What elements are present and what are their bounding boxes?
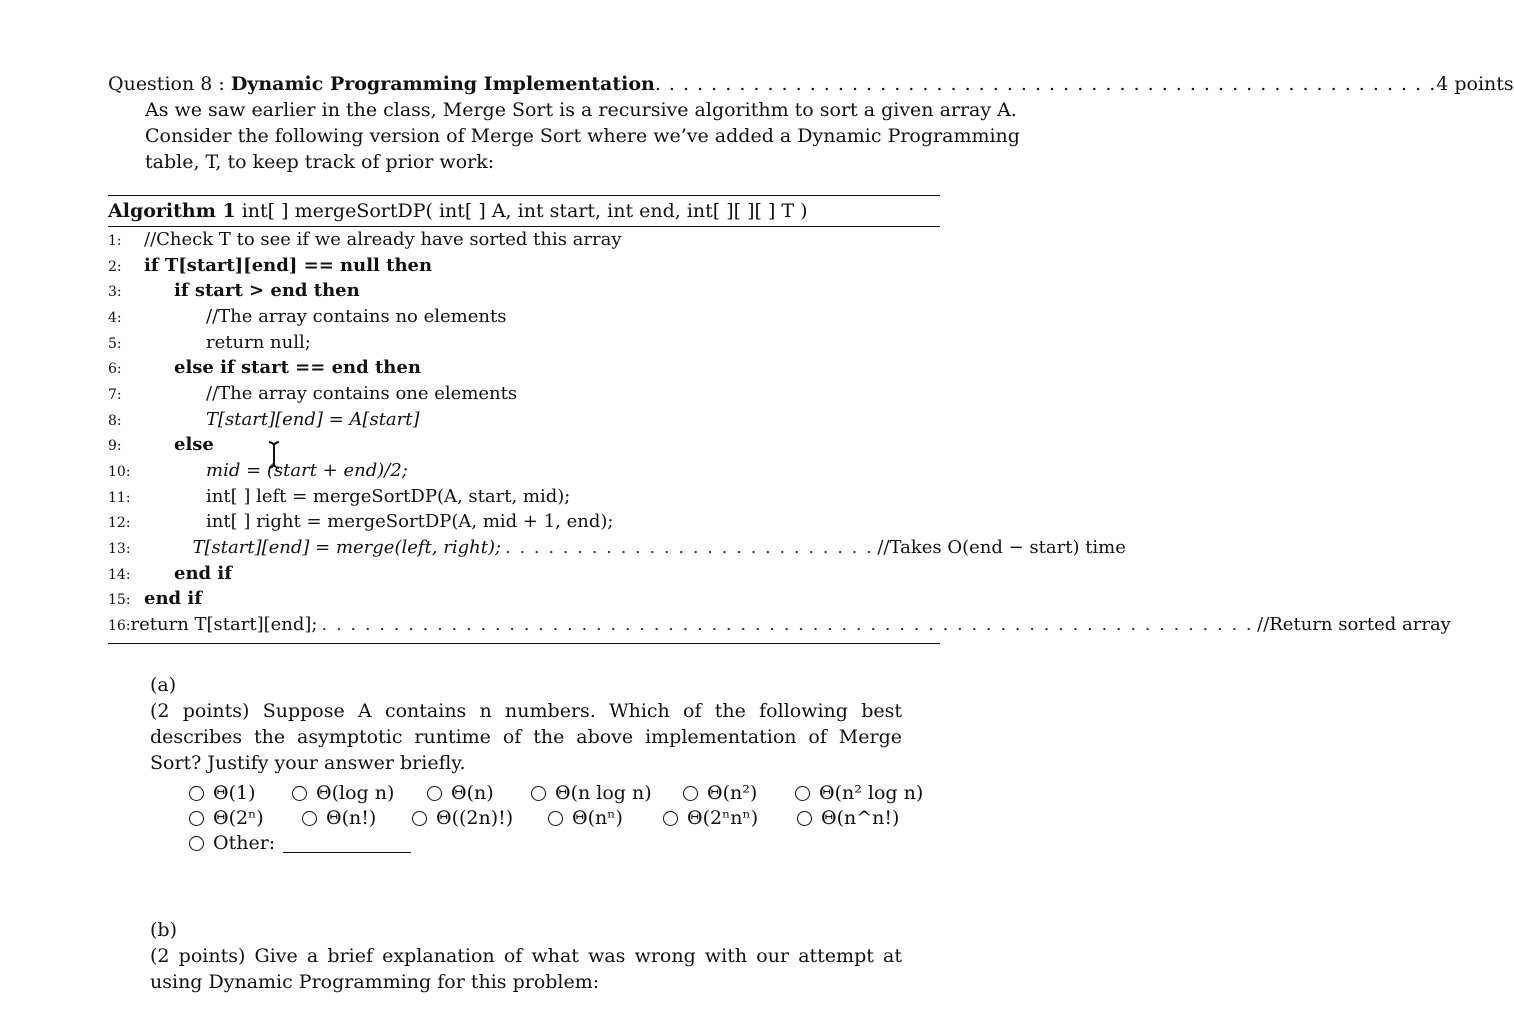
- code-line: 13: T[start][end] = merge(left, right); . . . . . . . . . . . . . . . . . . . . . . . . . . //Takes O(end − start) time: [108, 535, 940, 561]
- code-line: [108, 253, 940, 279]
- radio-icon[interactable]: [302, 811, 317, 826]
- algorithm-signature: int[ ] mergeSortDP( int[ ] A, int start, int end, int[ ][ ][ ] T ): [241, 200, 808, 222]
- part-b-text: (2 points) Give a brief explanation of what was wrong with our attempt at using Dynamic Programming for this problem:: [150, 945, 902, 993]
- option[interactable]: Θ(log n): [292, 781, 427, 806]
- radio-icon[interactable]: [189, 786, 204, 801]
- code-text: mid = (start + end)/2;: [206, 460, 408, 481]
- option[interactable]: Θ(n log n): [531, 781, 683, 806]
- option[interactable]: Θ(n² log n): [795, 781, 923, 806]
- code-line: [108, 458, 940, 484]
- code-line: [108, 330, 940, 356]
- radio-icon[interactable]: [412, 811, 427, 826]
- code-line: [108, 304, 940, 330]
- option[interactable]: Θ(nⁿ): [548, 806, 663, 831]
- intro-line: Consider the following version of Merge Sort where we’ve added a Dynamic Programming: [145, 125, 1020, 147]
- code-comment: //Takes O(end − start) time: [877, 537, 1126, 558]
- other-answer-blank[interactable]: [283, 834, 411, 853]
- question-title: Dynamic Programming Implementation: [230, 73, 655, 95]
- intro-line: table, T, to keep track of prior work:: [145, 151, 495, 173]
- line-number: 2:: [108, 259, 122, 275]
- code-line: [108, 509, 940, 535]
- line-number: 5:: [108, 336, 122, 352]
- code-text: return T[start][end];: [130, 614, 318, 635]
- code-text: if T[start][end] == null then: [144, 255, 433, 276]
- code-line: [108, 355, 940, 381]
- line-number: 4:: [108, 310, 122, 326]
- question-label: Question 8 :: [108, 73, 225, 95]
- radio-icon[interactable]: [292, 786, 307, 801]
- line-number: 10:: [108, 464, 131, 480]
- code-line: [108, 561, 940, 587]
- code-text: int[ ] right = mergeSortDP(A, mid + 1, end);: [206, 511, 614, 532]
- part-a: [150, 672, 940, 776]
- radio-icon[interactable]: [427, 786, 442, 801]
- part-b-label: (b): [150, 919, 177, 941]
- radio-icon[interactable]: [797, 811, 812, 826]
- code-text: T[start][end] = A[start]: [206, 409, 420, 430]
- code-line: [108, 432, 940, 458]
- radio-icon[interactable]: [548, 811, 563, 826]
- options-row-2: [189, 806, 923, 831]
- code-line: [108, 227, 940, 253]
- radio-icon[interactable]: [189, 836, 204, 851]
- code-text: //Check T to see if we already have sorted this array: [144, 229, 622, 250]
- algorithm-label: Algorithm 1: [108, 200, 236, 222]
- code-text: //The array contains no elements: [206, 306, 507, 327]
- options-row-1: [189, 781, 923, 806]
- line-number: 13:: [108, 541, 131, 557]
- code-line: [108, 484, 940, 510]
- algorithm-top-rule: [108, 195, 940, 196]
- code-line: 16: return T[start][end]; . . . . . . . . . . . . . . . . . . . . . . . . . . . . . . . . . . . . . . . . . . . . . . . . . . . . . . . . . . . . . . . . . //Return sorted array: [108, 612, 940, 638]
- line-number: 15:: [108, 592, 131, 608]
- question-intro: [145, 97, 1020, 175]
- options-row-3: [189, 831, 923, 856]
- option[interactable]: Θ((2n)!): [412, 806, 548, 831]
- option[interactable]: Θ(2ⁿ): [189, 806, 302, 831]
- part-b: [150, 917, 940, 995]
- part-a-text: (2 points) Suppose A contains n numbers. Which of the following best describes the asymptotic runtime of the above implementation of Merge Sort? Justify your answer briefly.: [150, 700, 902, 774]
- line-number: 8:: [108, 413, 122, 429]
- line-number: 7:: [108, 387, 122, 403]
- radio-icon[interactable]: [663, 811, 678, 826]
- radio-icon[interactable]: [683, 786, 698, 801]
- code-text: int[ ] left = mergeSortDP(A, start, mid);: [206, 486, 571, 507]
- option[interactable]: Θ(2ⁿnⁿ): [663, 806, 797, 831]
- line-number: 11:: [108, 490, 131, 506]
- code-comment: //Return sorted array: [1257, 614, 1451, 635]
- line-number: 9:: [108, 438, 122, 454]
- radio-icon[interactable]: [795, 786, 810, 801]
- answer-options: [189, 781, 923, 856]
- algorithm-title: [108, 198, 808, 224]
- option[interactable]: Θ(n²): [683, 781, 795, 806]
- code-text: return null;: [206, 332, 311, 353]
- text-cursor-icon: [267, 440, 281, 470]
- code-text: //The array contains one elements: [206, 383, 518, 404]
- line-number: 12:: [108, 515, 131, 531]
- code-text: if start > end then: [174, 280, 360, 301]
- algorithm-bottom-rule: [108, 643, 940, 644]
- question-points: 4 points: [1436, 73, 1514, 95]
- code-line: [108, 381, 940, 407]
- option[interactable]: Θ(n^n!): [797, 806, 899, 831]
- option-other[interactable]: Other:: [189, 831, 411, 856]
- line-number: 3:: [108, 284, 122, 300]
- code-text: else if start == end then: [174, 357, 421, 378]
- option[interactable]: Θ(n): [427, 781, 531, 806]
- code-line: [108, 278, 940, 304]
- line-number: 14:: [108, 567, 131, 583]
- line-number: 6:: [108, 361, 122, 377]
- part-a-label: (a): [150, 674, 177, 696]
- line-number: 16:: [108, 618, 131, 634]
- option[interactable]: Θ(1): [189, 781, 292, 806]
- code-line: [108, 586, 940, 612]
- option[interactable]: Θ(n!): [302, 806, 412, 831]
- question-header: Question 8 : Dynamic Programming Implementation . . . . . . . . . . . . . . . . . . . . . . . . . . . . . . . . . . . . . . . . . . . . . . . . . . . . . . . . 4 points: [108, 73, 1514, 95]
- code-line: [108, 407, 940, 433]
- radio-icon[interactable]: [531, 786, 546, 801]
- intro-line: As we saw earlier in the class, Merge Sort is a recursive algorithm to sort a given array A.: [145, 99, 1017, 121]
- code-text: end if: [144, 588, 202, 609]
- code-text: T[start][end] = merge(left, right);: [192, 537, 502, 558]
- code-text: end if: [174, 563, 232, 584]
- line-number: 1:: [108, 233, 122, 249]
- radio-icon[interactable]: [189, 811, 204, 826]
- code-text: else: [174, 434, 214, 455]
